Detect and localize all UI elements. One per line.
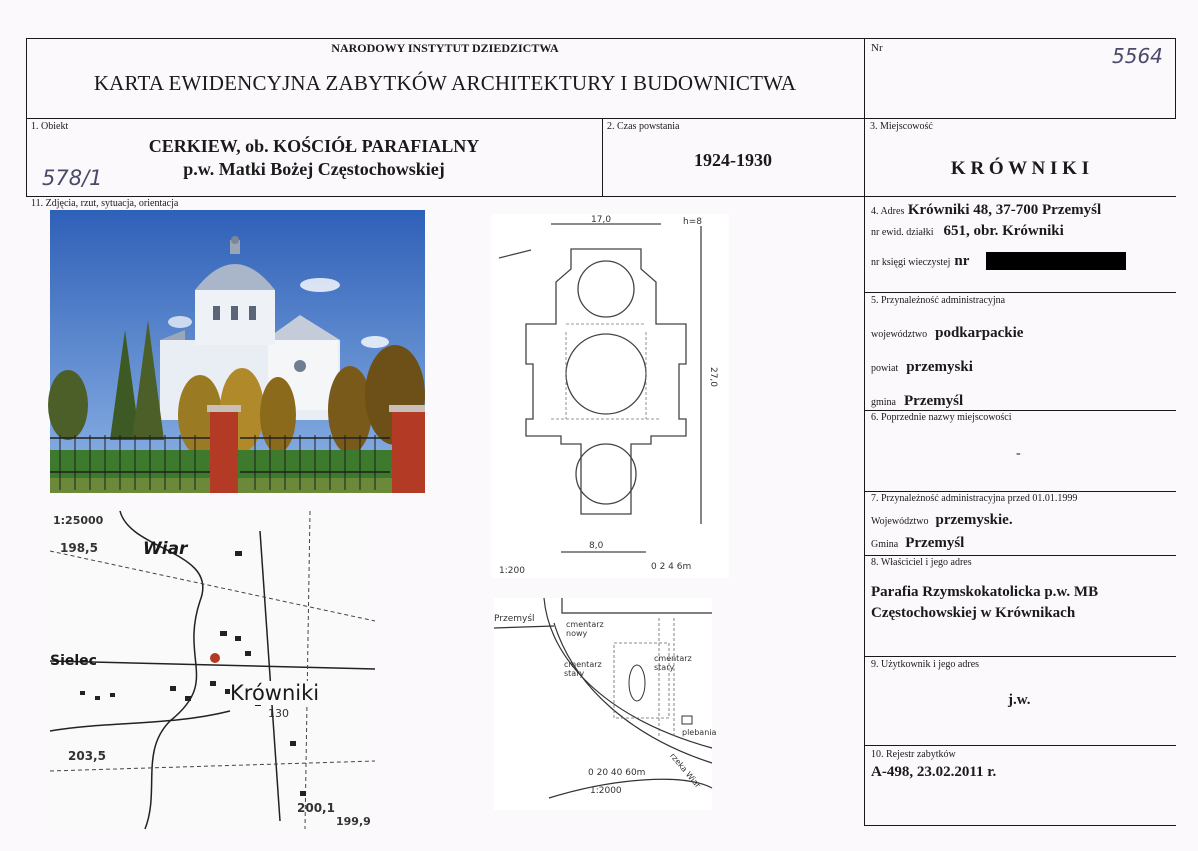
county-value: przemyski <box>906 359 973 375</box>
grid-line <box>864 745 1176 746</box>
prev-names-value: - <box>1016 446 1021 461</box>
object-name <box>26 135 602 180</box>
card-title: KARTA EWIDENCYJNA ZABYTKÓW ARCHITEKTURY I BUDOWNICTWA <box>93 71 797 95</box>
map-neighbor-label: Sielec <box>50 653 97 669</box>
photos-label: 11. Zdjęcia, rzut, sytuacja, orientacja <box>31 198 179 209</box>
grid-line <box>26 118 1176 119</box>
plot-row <box>871 222 1064 240</box>
land-book-value: nr <box>954 253 970 269</box>
floor-plan-panel <box>491 214 729 578</box>
admin-before-label: 7. Przynależność administracyjna przed 01.01.1999 <box>871 493 1078 504</box>
admin-before-voiv-value: przemyskie. <box>935 512 1013 528</box>
locality-label: 3. Miejscowość <box>870 121 933 132</box>
map-height-2: 203,5 <box>68 749 106 763</box>
owner-line2: Częstochowskiej w Krównikach <box>871 605 1076 621</box>
situation-scale: 1:2000 <box>590 786 622 796</box>
situation-cemetery-new: cmentarz nowy <box>566 620 604 638</box>
map-height-4: 199,9 <box>336 815 371 828</box>
grid-line <box>864 410 1176 411</box>
period-label: 2. Czas powstania <box>607 121 680 132</box>
locality-value: K R Ó W N I K I <box>950 158 1090 179</box>
commune-label: gmina <box>871 397 896 408</box>
grid-line <box>864 555 1176 556</box>
county-row <box>871 358 973 376</box>
registry-label: 10. Rejestr zabytków <box>871 749 956 760</box>
nr-handwritten: 5564 <box>1112 44 1163 68</box>
voivodeship-label: województwo <box>871 329 928 340</box>
situation-road-label: Przemyśl <box>494 614 535 624</box>
redaction-bar <box>986 252 1126 270</box>
map-height-3: 200,1 <box>297 801 335 815</box>
situation-plan <box>494 598 717 810</box>
map-scale: 1:25000 <box>53 514 104 527</box>
admin-before-commune-row <box>871 534 964 552</box>
address-row <box>871 202 1101 219</box>
map-height-5: 130 <box>268 707 289 720</box>
nr-label: Nr <box>871 42 883 54</box>
owner-value <box>871 582 1098 624</box>
map-village-label: Krówniki <box>230 681 320 705</box>
address-value: Krówniki 48, 37-700 Przemyśl <box>907 202 1102 218</box>
registry-value: A-498, 23.02.2011 r. <box>871 764 997 780</box>
voivodeship-value: podkarpackie <box>935 325 1024 341</box>
plan-scalebar: 0 2 4 6m <box>651 562 692 572</box>
land-book-row <box>871 252 969 270</box>
map-river-label: Wiar <box>143 539 188 559</box>
grid-line <box>864 292 1176 293</box>
period-value: 1924-1930 <box>694 150 772 170</box>
admin-before-voiv-row <box>871 511 1013 529</box>
grid-line <box>26 196 1176 197</box>
plan-height-note: h=8 <box>683 217 702 227</box>
land-book-label: nr księgi wieczystej <box>871 257 951 268</box>
situation-rectory: plebania <box>682 728 717 737</box>
situation-river: rzeka Wiar <box>668 751 703 790</box>
admin-before-voiv-label: Województwo <box>871 516 929 527</box>
plan-scale: 1:200 <box>499 566 525 576</box>
commune-row <box>871 392 963 410</box>
voivodeship-row <box>871 324 1023 342</box>
plan-bottom-dim: 8,0 <box>589 541 604 551</box>
address-label: 4. Adres <box>871 206 905 217</box>
map-drawing <box>50 511 375 829</box>
owner-label: 8. Właściciel i jego adres <box>871 557 972 568</box>
grid-line <box>864 656 1176 657</box>
county-label: powiat <box>871 363 899 374</box>
object-handwritten-number: 578/1 <box>42 166 103 190</box>
map-height-1: 198,5 <box>60 541 98 555</box>
situation-scalebar: 0 20 40 60m <box>588 768 646 778</box>
user-label: 9. Użytkownik i jego adres <box>871 659 980 670</box>
grid-line <box>864 825 1176 826</box>
admin-label: 5. Przynależność administracyjna <box>871 295 1006 306</box>
topographic-map <box>50 511 375 829</box>
prev-names-label: 6. Poprzednie nazwy miejscowości <box>871 412 1012 423</box>
plan-length-dim: 27,0 <box>708 366 719 388</box>
plot-value: 651, obr. Krówniki <box>943 223 1064 239</box>
grid-line <box>864 38 865 826</box>
situation-cemetery-old-2: cmentarz stary <box>654 654 692 672</box>
admin-before-commune-label: Gmina <box>871 539 899 550</box>
admin-before-commune-value: Przemyśl <box>905 535 965 551</box>
institute-name: NARODOWY INSTYTUT DZIEDZICTWA <box>331 41 559 55</box>
grid-line <box>26 38 1176 39</box>
object-name-line1: CERKIEW, ob. KOŚCIÓŁ PARAFIALNY <box>148 136 480 156</box>
commune-value: Przemyśl <box>904 393 964 409</box>
church-photo <box>50 210 425 493</box>
situation-cemetery-old: cmentarz stary <box>564 660 602 678</box>
object-name-line2: p.w. Matki Bożej Częstochowskiej <box>183 158 445 179</box>
floor-plan-drawing <box>491 214 729 578</box>
plan-width-dim: 17,0 <box>591 215 612 225</box>
plot-label: nr ewid. działki <box>871 227 934 238</box>
object-label: 1. Obiekt <box>31 121 69 132</box>
owner-line1: Parafia Rzymskokatolicka p.w. MB <box>871 584 1099 600</box>
grid-line <box>864 491 1176 492</box>
grid-line <box>1175 38 1176 118</box>
user-value: j.w. <box>1008 692 1031 708</box>
